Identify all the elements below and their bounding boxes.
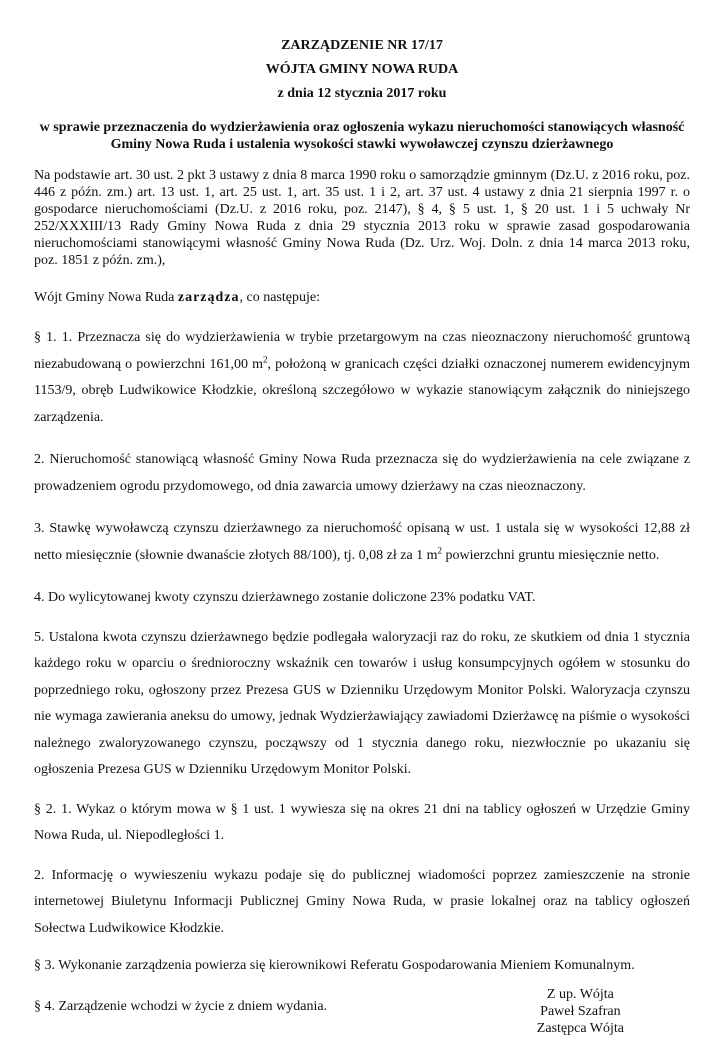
paragraph-1-1-text-a: § 1. 1. Przeznacza się do wydzierżawienia w trybie przetargowym na czas nieoznaczony nieruchomość gruntową niezabudowaną o powierzchni 161,00 m xyxy=(34,330,690,372)
paragraph-1-4: 4. Do wylicytowanej kwoty czynszu dzierżawnego zostanie doliczone 23% podatku VAT. xyxy=(34,590,536,605)
document-title: ZARZĄDZENIE NR 17/17 xyxy=(281,38,443,53)
paragraph-1-2: 2. Nieruchomość stanowiącą własność Gminy Nowa Ruda przeznacza się do wydzierżawienia na cele związane z prowadzeniem ogrodu przydomowego, od dnia zawarcia umowy dzierżawy na czas nieoznaczony. xyxy=(34,452,690,494)
paragraph-3: § 3. Wykonanie zarządzenia powierza się kierownikowi Referatu Gospodarowania Mieniem Komunalnym. xyxy=(34,958,635,973)
document-issuer: WÓJTA GMINY NOWA RUDA xyxy=(265,62,459,77)
paragraph-1-3-text-a: 3. Stawkę wywoławczą czynszu dzierżawnego za nieruchomość opisaną w ust. 1 ustala się w wysokości 12,88 zł netto miesięcznie (słownie dwanaście złotych 88/100), tj. 0,08 zł za 1 m xyxy=(34,521,690,563)
paragraph-2-2: 2. Informację o wywieszeniu wykazu podaje się do publicznej wiadomości poprzez zamieszczenie na stronie internetowej Biuletynu Informacji Publicznej Gminy Nowa Ruda, w prasie lokalnej oraz na tablicy ogłoszeń Sołectwa Ludwikowice Kłodzkie. xyxy=(34,867,690,936)
document-footer xyxy=(34,988,690,1058)
document-subject: w sprawie przeznaczenia do wydzierżawienia oraz ogłoszenia wykazu nieruchomości stanowiących własność Gminy Nowa Ruda i ustalenia wysokości stawki wywoławczej czynszu dzierżawnego xyxy=(39,120,685,152)
paragraph-1-1-text-b: , położoną w granicach części działki oznaczonej numerem ewidencyjnym 1153/9, obręb Ludwikowice Kłodzkie, określoną szczegółowo w wykazie stanowiącym załącznik do niniejszego zarządzenia. xyxy=(34,356,691,425)
superscript-2: 2 xyxy=(262,353,268,364)
paragraph-1-1 xyxy=(34,325,690,431)
decree-suffix: , co następuje: xyxy=(239,290,321,305)
signature-name: Paweł Szafran xyxy=(540,1003,621,1019)
superscript-2: 2 xyxy=(437,544,443,555)
signature-block xyxy=(537,986,624,1037)
paragraph-4: § 4. Zarządzenie wchodzi w życie z dniem wydania. xyxy=(34,998,328,1014)
document-page xyxy=(34,34,690,1058)
paragraph-1-3 xyxy=(34,516,690,569)
decree-prefix: Wójt Gminy Nowa Ruda xyxy=(34,290,178,305)
paragraph-1-5: 5. Ustalona kwota czynszu dzierżawnego będzie podlegała waloryzacji raz do roku, ze skutkiem od dnia 1 stycznia każdego roku w oparciu o średnioroczny wskaźnik cen towarów i usług konsumpcyjnych ogółem w stosunku do poprzedniego roku, ogłoszony przez Prezesa GUS w Dzienniku Urzędowym Monitor Polski. Waloryzacja czynszu nie wymaga zawierania aneksu do umowy, jednak Wydzierżawiający zawiadomi Dzierżawcę na piśmie o wysokości należnego zwaloryzowanego czynszu, począwszy od 1 stycznia danego roku, niezwłocznie po ukazaniu się ogłoszenia Prezesa GUS w Dzienniku Urzędowym Monitor Polski. xyxy=(34,629,690,777)
legal-basis-paragraph: Na podstawie art. 30 ust. 2 pkt 3 ustawy z dnia 8 marca 1990 roku o samorządzie gminnym (Dz.U. z 2016 roku, poz. 446 z późn. zm.) art. 13 ust. 1, art. 25 ust. 1, art. 35 ust. 1 i 2, art. 37 ust. 4 ustawy z dnia 21 sierpnia 1997 r. o gospodarce nieruchomościami (Dz.U. z 2016 roku, poz. 2147), § 4, § 5 ust. 1, § 20 ust. 1 i 5 uchwały Nr 252/XXXIII/13 Rady Gminy Nowa Ruda z dnia 29 stycznia 2013 roku w sprawie zasad gospodarowania nieruchomościami stanowiącymi własność Gminy Nowa Ruda (Dz. Urz. Woj. Doln. z dnia 14 marca 2013 roku, poz. 1851 z późn. zm.), xyxy=(34,168,690,268)
decree-line xyxy=(34,289,690,306)
document-date: z dnia 12 stycznia 2017 roku xyxy=(277,86,447,101)
paragraph-2-1: § 2. 1. Wykaz o którym mowa w § 1 ust. 1 wywiesza się na okres 21 dni na tablicy ogłoszeń w Urzędzie Gminy Nowa Ruda, ul. Niepodległości 1. xyxy=(34,801,690,843)
decree-keyword: zarządza xyxy=(177,290,240,305)
signature-line-1: Z up. Wójta xyxy=(546,986,614,1002)
paragraph-1-3-text-b: powierzchni gruntu miesięcznie netto. xyxy=(442,547,660,563)
signature-role: Zastępca Wójta xyxy=(536,1020,624,1036)
